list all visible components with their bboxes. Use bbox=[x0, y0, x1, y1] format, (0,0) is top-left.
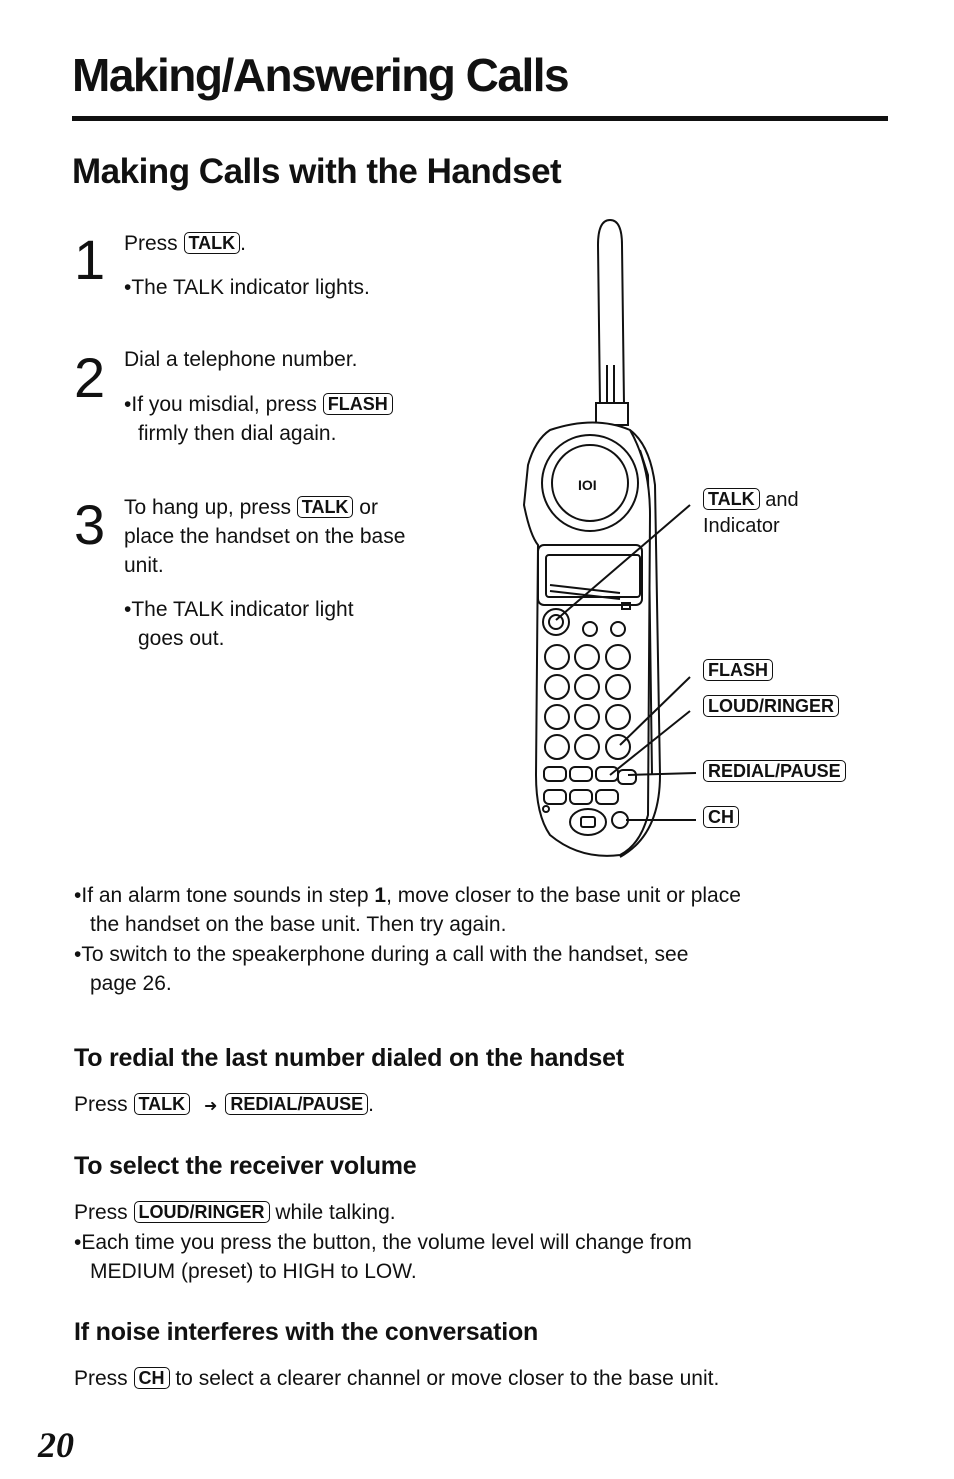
bullet-dot: • bbox=[74, 884, 82, 907]
volume-bullet-text: Each time you press the button, the volume level will change from bbox=[81, 1231, 692, 1254]
noise-instruction bbox=[74, 1364, 904, 1393]
flash-key: FLASH bbox=[703, 659, 773, 681]
section-title: Making Calls with the Handset bbox=[72, 152, 562, 191]
step-2-bullet-text-2: firmly then dial again. bbox=[138, 422, 337, 445]
redial-instruction bbox=[74, 1090, 374, 1121]
noise-press: Press bbox=[74, 1367, 134, 1390]
step-3-bullet-text-2: goes out. bbox=[138, 627, 225, 650]
step-1-bullet bbox=[124, 273, 504, 302]
redial-press: Press bbox=[74, 1093, 134, 1116]
volume-bullet bbox=[74, 1228, 904, 1286]
volume-heading: To select the receiver volume bbox=[74, 1152, 417, 1180]
noise-after: to select a clearer channel or move closer to the base unit. bbox=[169, 1367, 720, 1390]
step-3-text-1: To hang up, press bbox=[124, 496, 297, 519]
step-3-bullet-text-1: The TALK indicator light bbox=[131, 598, 354, 621]
step-3-text-3: unit. bbox=[124, 554, 164, 577]
step-3-bullet bbox=[124, 595, 504, 653]
bullet-dot: • bbox=[124, 393, 132, 416]
step-number-3: 3 bbox=[74, 493, 106, 556]
note-1-step: 1 bbox=[374, 884, 387, 907]
ch-key: CH bbox=[703, 806, 739, 828]
step-3-text bbox=[124, 493, 504, 580]
volume-bullet-text-2: MEDIUM (preset) to HIGH to LOW. bbox=[90, 1260, 417, 1283]
bullet-dot: • bbox=[74, 943, 82, 966]
step-1-press: Press bbox=[124, 232, 184, 255]
step-3-text-2: place the handset on the base bbox=[124, 525, 406, 548]
callout-talk bbox=[703, 487, 799, 539]
note-1-text: If an alarm tone sounds in step bbox=[81, 884, 375, 907]
noise-heading: If noise interferes with the conversation bbox=[74, 1318, 539, 1346]
note-2 bbox=[74, 940, 904, 998]
bullet-dot: • bbox=[124, 276, 132, 299]
step-1-bullet-text: The TALK indicator lights. bbox=[131, 276, 370, 299]
talk-key: TALK bbox=[134, 1093, 191, 1115]
callout-redial-pause bbox=[703, 759, 846, 785]
callout-flash bbox=[703, 658, 773, 684]
bullet-dot: • bbox=[74, 1231, 82, 1254]
redial-end: . bbox=[368, 1093, 374, 1116]
step-2-bullet-text: If you misdial, press bbox=[131, 393, 323, 416]
redial-pause-key: REDIAL/PAUSE bbox=[225, 1093, 368, 1115]
talk-key: TALK bbox=[703, 488, 760, 510]
step-number-1: 1 bbox=[74, 228, 106, 291]
page-title: Making/Answering Calls bbox=[72, 49, 569, 101]
redial-heading: To redial the last number dialed on the handset bbox=[74, 1044, 624, 1072]
volume-instruction bbox=[74, 1198, 904, 1227]
step-number-2: 2 bbox=[74, 346, 106, 409]
step-2-text: Dial a telephone number. bbox=[124, 348, 358, 371]
redial-pause-key: REDIAL/PAUSE bbox=[703, 760, 846, 782]
volume-after: while talking. bbox=[269, 1201, 396, 1224]
bullet-dot: • bbox=[124, 598, 132, 621]
callout-indicator: Indicator bbox=[703, 515, 780, 537]
arrow-right-icon: ➜ bbox=[204, 1098, 218, 1115]
svg-text:IOI: IOI bbox=[578, 477, 597, 493]
note-1-text-2: the handset on the base unit. Then try again. bbox=[90, 913, 507, 936]
flash-key: FLASH bbox=[323, 393, 393, 415]
ch-key: CH bbox=[134, 1367, 170, 1389]
note-2-text-2: page 26. bbox=[90, 972, 172, 995]
loud-ringer-key: LOUD/RINGER bbox=[703, 695, 839, 717]
note-2-text: To switch to the speakerphone during a call with the handset, see bbox=[81, 943, 689, 966]
step-2-bullet bbox=[124, 390, 504, 448]
callout-and: and bbox=[759, 489, 799, 511]
cordless-handset-icon bbox=[510, 215, 710, 865]
callout-loud-ringer bbox=[703, 694, 839, 720]
page-number: 20 bbox=[38, 1425, 74, 1465]
step-3-or: or bbox=[353, 496, 378, 519]
note-1-text-end: , move closer to the base unit or place bbox=[386, 884, 741, 907]
note-1 bbox=[74, 881, 904, 939]
step-1-text bbox=[124, 229, 504, 258]
loud-ringer-key: LOUD/RINGER bbox=[134, 1201, 270, 1223]
title-rule bbox=[72, 116, 888, 121]
volume-press: Press bbox=[74, 1201, 134, 1224]
step-1-period: . bbox=[240, 232, 247, 255]
callout-ch bbox=[703, 805, 739, 831]
talk-key: TALK bbox=[184, 232, 241, 254]
talk-key: TALK bbox=[297, 496, 354, 518]
